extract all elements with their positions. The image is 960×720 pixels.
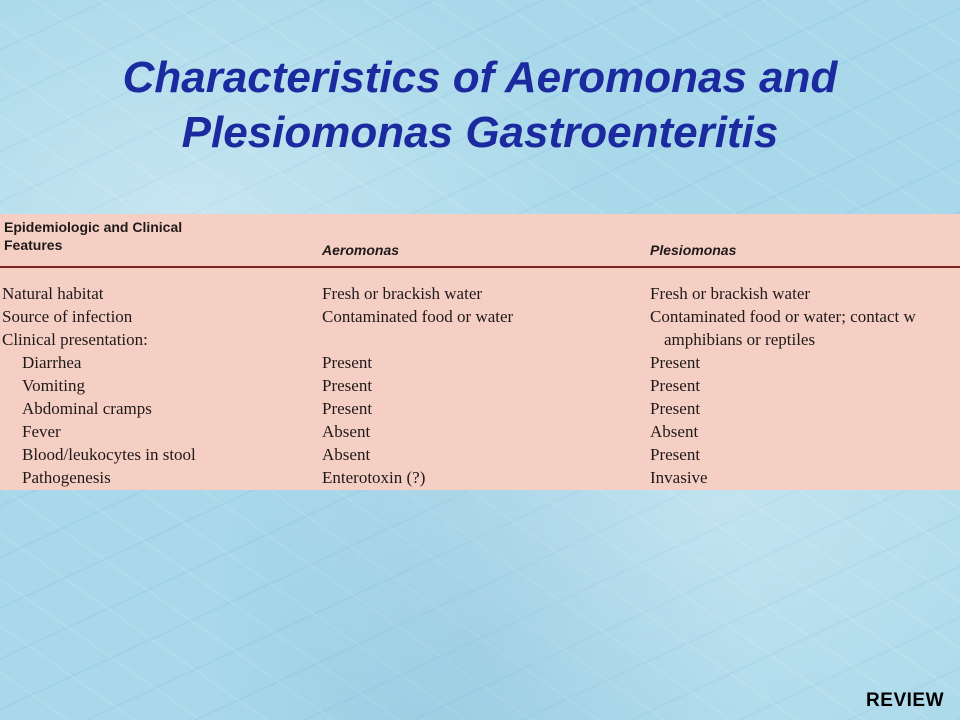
column-header-features	[4, 218, 182, 254]
comparison-table	[0, 214, 960, 490]
slide-title	[0, 50, 960, 160]
plesiomonas-cell: amphibians or reptiles	[664, 330, 816, 349]
plesiomonas-cell: Present	[650, 399, 701, 418]
plesiomonas-cell: Fresh or brackish water	[650, 284, 811, 303]
feature-cell: Pathogenesis	[22, 468, 111, 487]
header-divider	[0, 266, 960, 268]
slide-title-line-1: Characteristics of Aeromonas and	[122, 53, 838, 102]
plesiomonas-cell: Present	[650, 445, 701, 464]
table-row	[0, 420, 960, 443]
column-header-plesiomonas: Plesiomonas	[650, 242, 737, 258]
feature-cell: Vomiting	[22, 376, 85, 395]
plesiomonas-cell: Absent	[650, 422, 699, 441]
plesiomonas-cell: Present	[650, 353, 701, 372]
feature-cell: Diarrhea	[22, 353, 82, 372]
aeromonas-cell: Present	[322, 376, 373, 395]
aeromonas-cell: Contaminated food or water	[322, 307, 514, 326]
review-label: REVIEW	[866, 690, 944, 711]
plesiomonas-cell: Contaminated food or water; contact w	[650, 307, 916, 326]
table-row	[0, 374, 960, 397]
aeromonas-cell: Present	[322, 353, 373, 372]
table-row	[0, 328, 960, 351]
table-row	[0, 466, 960, 489]
table-row	[0, 305, 960, 328]
aeromonas-cell: Enterotoxin (?)	[322, 468, 426, 487]
column-header-aeromonas: Aeromonas	[322, 242, 400, 258]
feature-cell: Fever	[22, 422, 61, 441]
plesiomonas-cell: Present	[650, 376, 701, 395]
feature-cell: Clinical presentation:	[2, 330, 148, 349]
aeromonas-cell: Fresh or brackish water	[322, 284, 483, 303]
feature-cell: Source of infection	[2, 307, 133, 326]
feature-cell: Blood/leukocytes in stool	[22, 445, 196, 464]
slide-title-line-2: Plesiomonas Gastroenteritis	[181, 108, 779, 157]
table-row	[0, 443, 960, 466]
column-header-features-line-2: Features	[4, 237, 63, 253]
aeromonas-cell: Present	[322, 399, 373, 418]
aeromonas-cell: Absent	[322, 445, 371, 464]
aeromonas-cell: Absent	[322, 422, 371, 441]
feature-cell: Natural habitat	[2, 284, 104, 303]
feature-cell: Abdominal cramps	[22, 399, 152, 418]
table-row	[0, 351, 960, 374]
table-body	[0, 282, 960, 489]
column-header-features-line-1: Epidemiologic and Clinical	[4, 219, 183, 235]
table-row	[0, 397, 960, 420]
table-row	[0, 282, 960, 305]
plesiomonas-cell: Invasive	[650, 468, 708, 487]
